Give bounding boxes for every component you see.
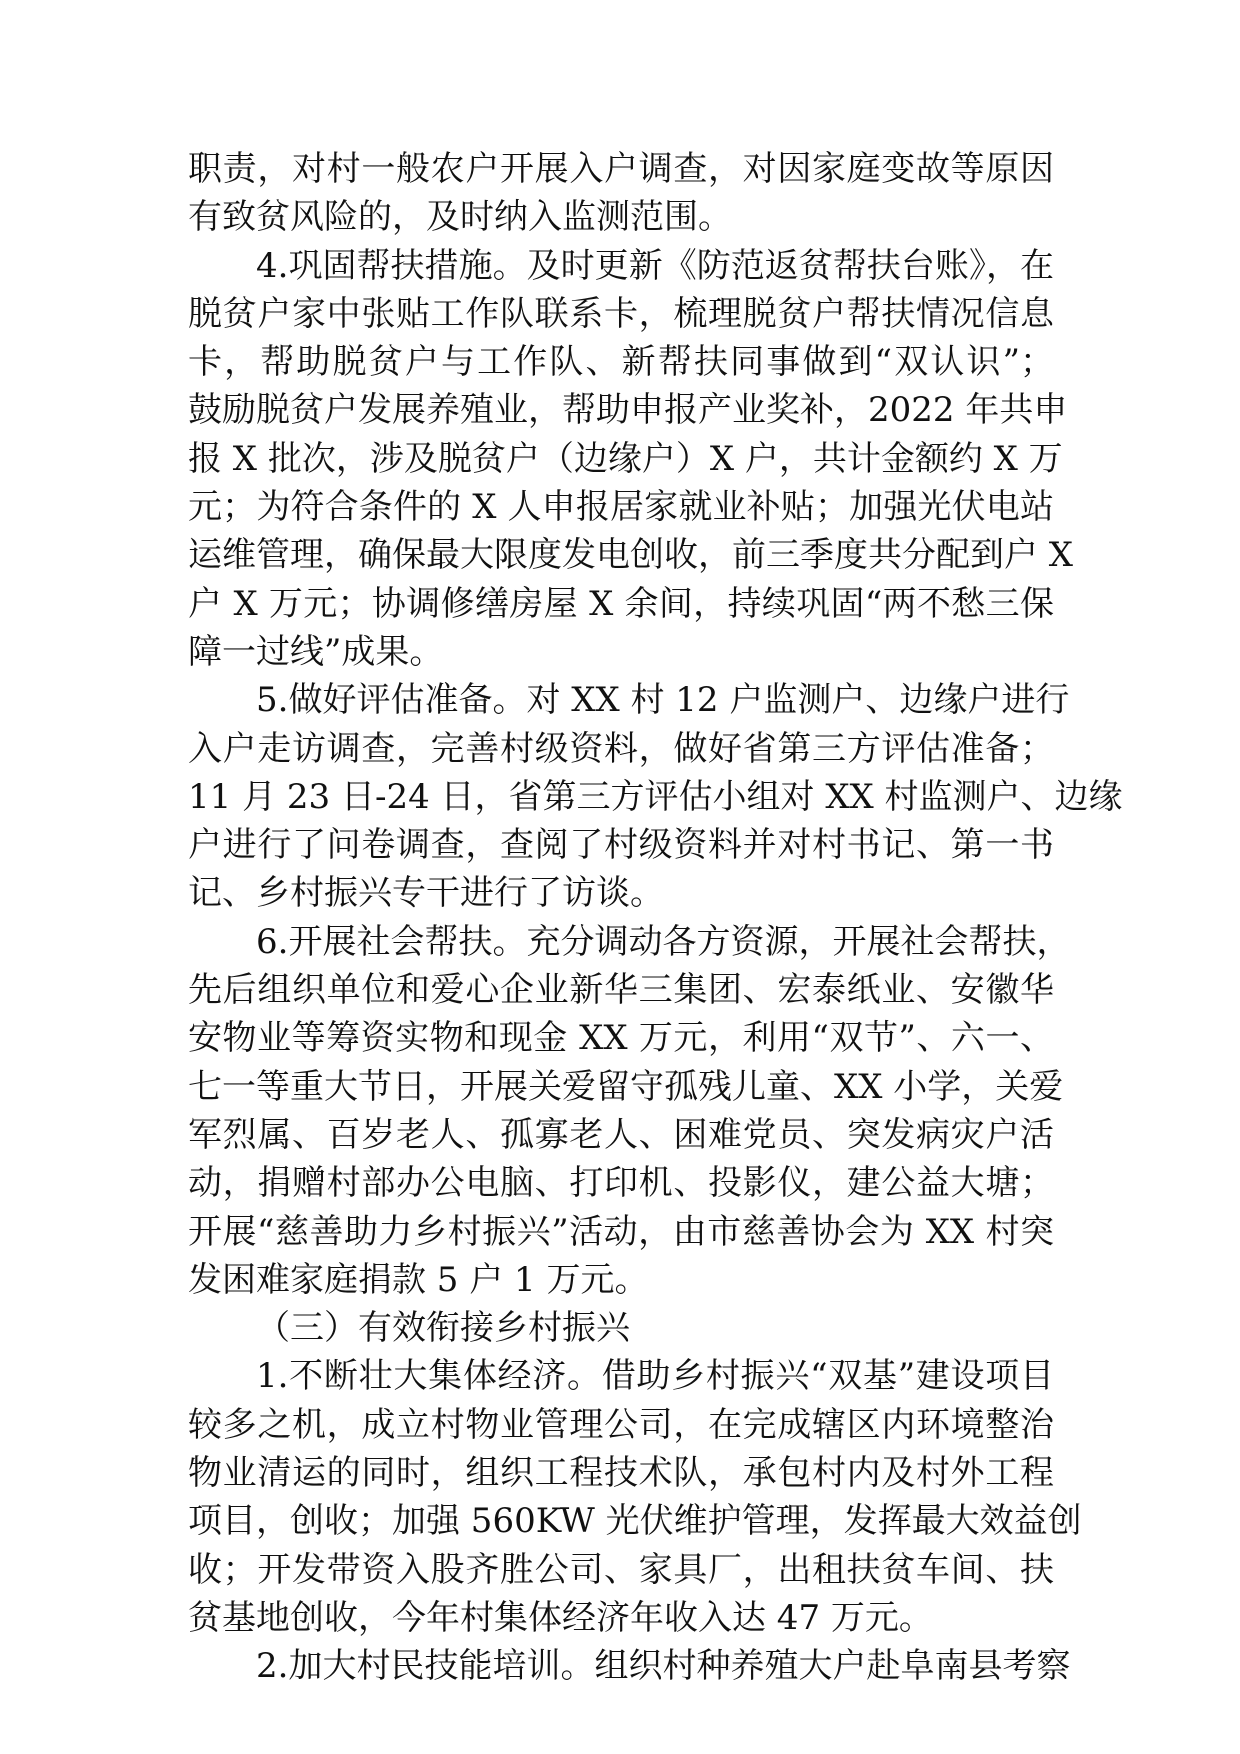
text-line: 动，捐赠村部办公电脑、打印机、投影仪，建公益大塘； — [188, 1163, 1054, 1204]
text-line: 障一过线”成果。 — [188, 631, 444, 672]
text-line: 元；为符合条件的 X 人申报居家就业补贴；加强光伏电站 — [188, 487, 1054, 528]
text-line: 脱贫户家中张贴工作队联系卡，梳理脱贫户帮扶情况信息 — [188, 293, 1054, 334]
text-line: 卡，帮助脱贫户与工作队、新帮扶同事做到“双认识”； — [188, 342, 1054, 383]
paragraph-first-line: 5.做好评估准备。对 XX 村 12 户监测户、边缘户进行 — [256, 680, 1070, 721]
text-line: 报 X 批次，涉及脱贫户（边缘户）X 户，共计金额约 X 万 — [188, 438, 1063, 479]
text-line: 户进行了问卷调查，查阅了村级资料并对村书记、第一书 — [188, 825, 1054, 866]
paragraph-first-line: 6.开展社会帮扶。充分调动各方资源，开展社会帮扶， — [256, 921, 1071, 962]
text-line: 项目，创收；加强 560KW 光伏维护管理，发挥最大效益创 — [188, 1501, 1082, 1542]
text-line: 有致贫风险的，及时纳入监测范围。 — [188, 197, 732, 238]
text-line: 物业清运的同时，组织工程技术队，承包村内及村外工程 — [188, 1453, 1054, 1494]
text-line: 发困难家庭捐款 5 户 1 万元。 — [188, 1259, 649, 1300]
paragraph-first-line: 4.巩固帮扶措施。及时更新《防范返贫帮扶台账》，在 — [256, 245, 1054, 286]
text-line: 七一等重大节日，开展关爱留守孤残儿童、XX 小学，关爱 — [188, 1066, 1064, 1107]
text-line: 较多之机，成立村物业管理公司，在完成辖区内环境整治 — [188, 1404, 1054, 1445]
text-line: 入户走访调查，完善村级资料，做好省第三方评估准备； — [188, 728, 1054, 769]
text-line: 收；开发带资入股齐胜公司、家具厂，出租扶贫车间、扶 — [188, 1549, 1054, 1590]
document-body — [188, 145, 1123, 1691]
text-line: 鼓励脱贫户发展养殖业，帮助申报产业奖补，2022 年共申 — [188, 390, 1068, 431]
text-line: 贫基地创收，今年村集体经济年收入达 47 万元。 — [188, 1597, 933, 1638]
paragraph-first-line: （三）有效衔接乡村振兴 — [256, 1308, 630, 1349]
text-line: 户 X 万元；协调修缮房屋 X 余间，持续巩固“两不愁三保 — [188, 583, 1054, 624]
text-line: 军烈属、百岁老人、孤寡老人、困难党员、突发病灾户活 — [188, 1114, 1054, 1155]
text-line: 运维管理，确保最大限度发电创收，前三季度共分配到户 X — [188, 535, 1074, 576]
text-line: 开展“慈善助力乡村振兴”活动，由市慈善协会为 XX 村突 — [188, 1211, 1054, 1252]
text-line: 职责，对村一般农户开展入户调查，对因家庭变故等原因 — [188, 149, 1054, 189]
text-line: 11 月 23 日-24 日，省第三方评估小组对 XX 村监测户、边缘 — [188, 776, 1123, 817]
text-line: 先后组织单位和爱心企业新华三集团、宏泰纸业、安徽华 — [188, 970, 1054, 1011]
paragraph-first-line: 2.加大村民技能培训。组织村种养殖大户赴阜南县考察 — [256, 1646, 1071, 1687]
text-line: 安物业等筹资实物和现金 XX 万元，利用“双节”、六一、 — [188, 1018, 1054, 1059]
text-line: 记、乡村振兴专干进行了访谈。 — [188, 873, 664, 914]
paragraph-first-line: 1.不断壮大集体经济。借助乡村振兴“双基”建设项目 — [256, 1356, 1054, 1397]
